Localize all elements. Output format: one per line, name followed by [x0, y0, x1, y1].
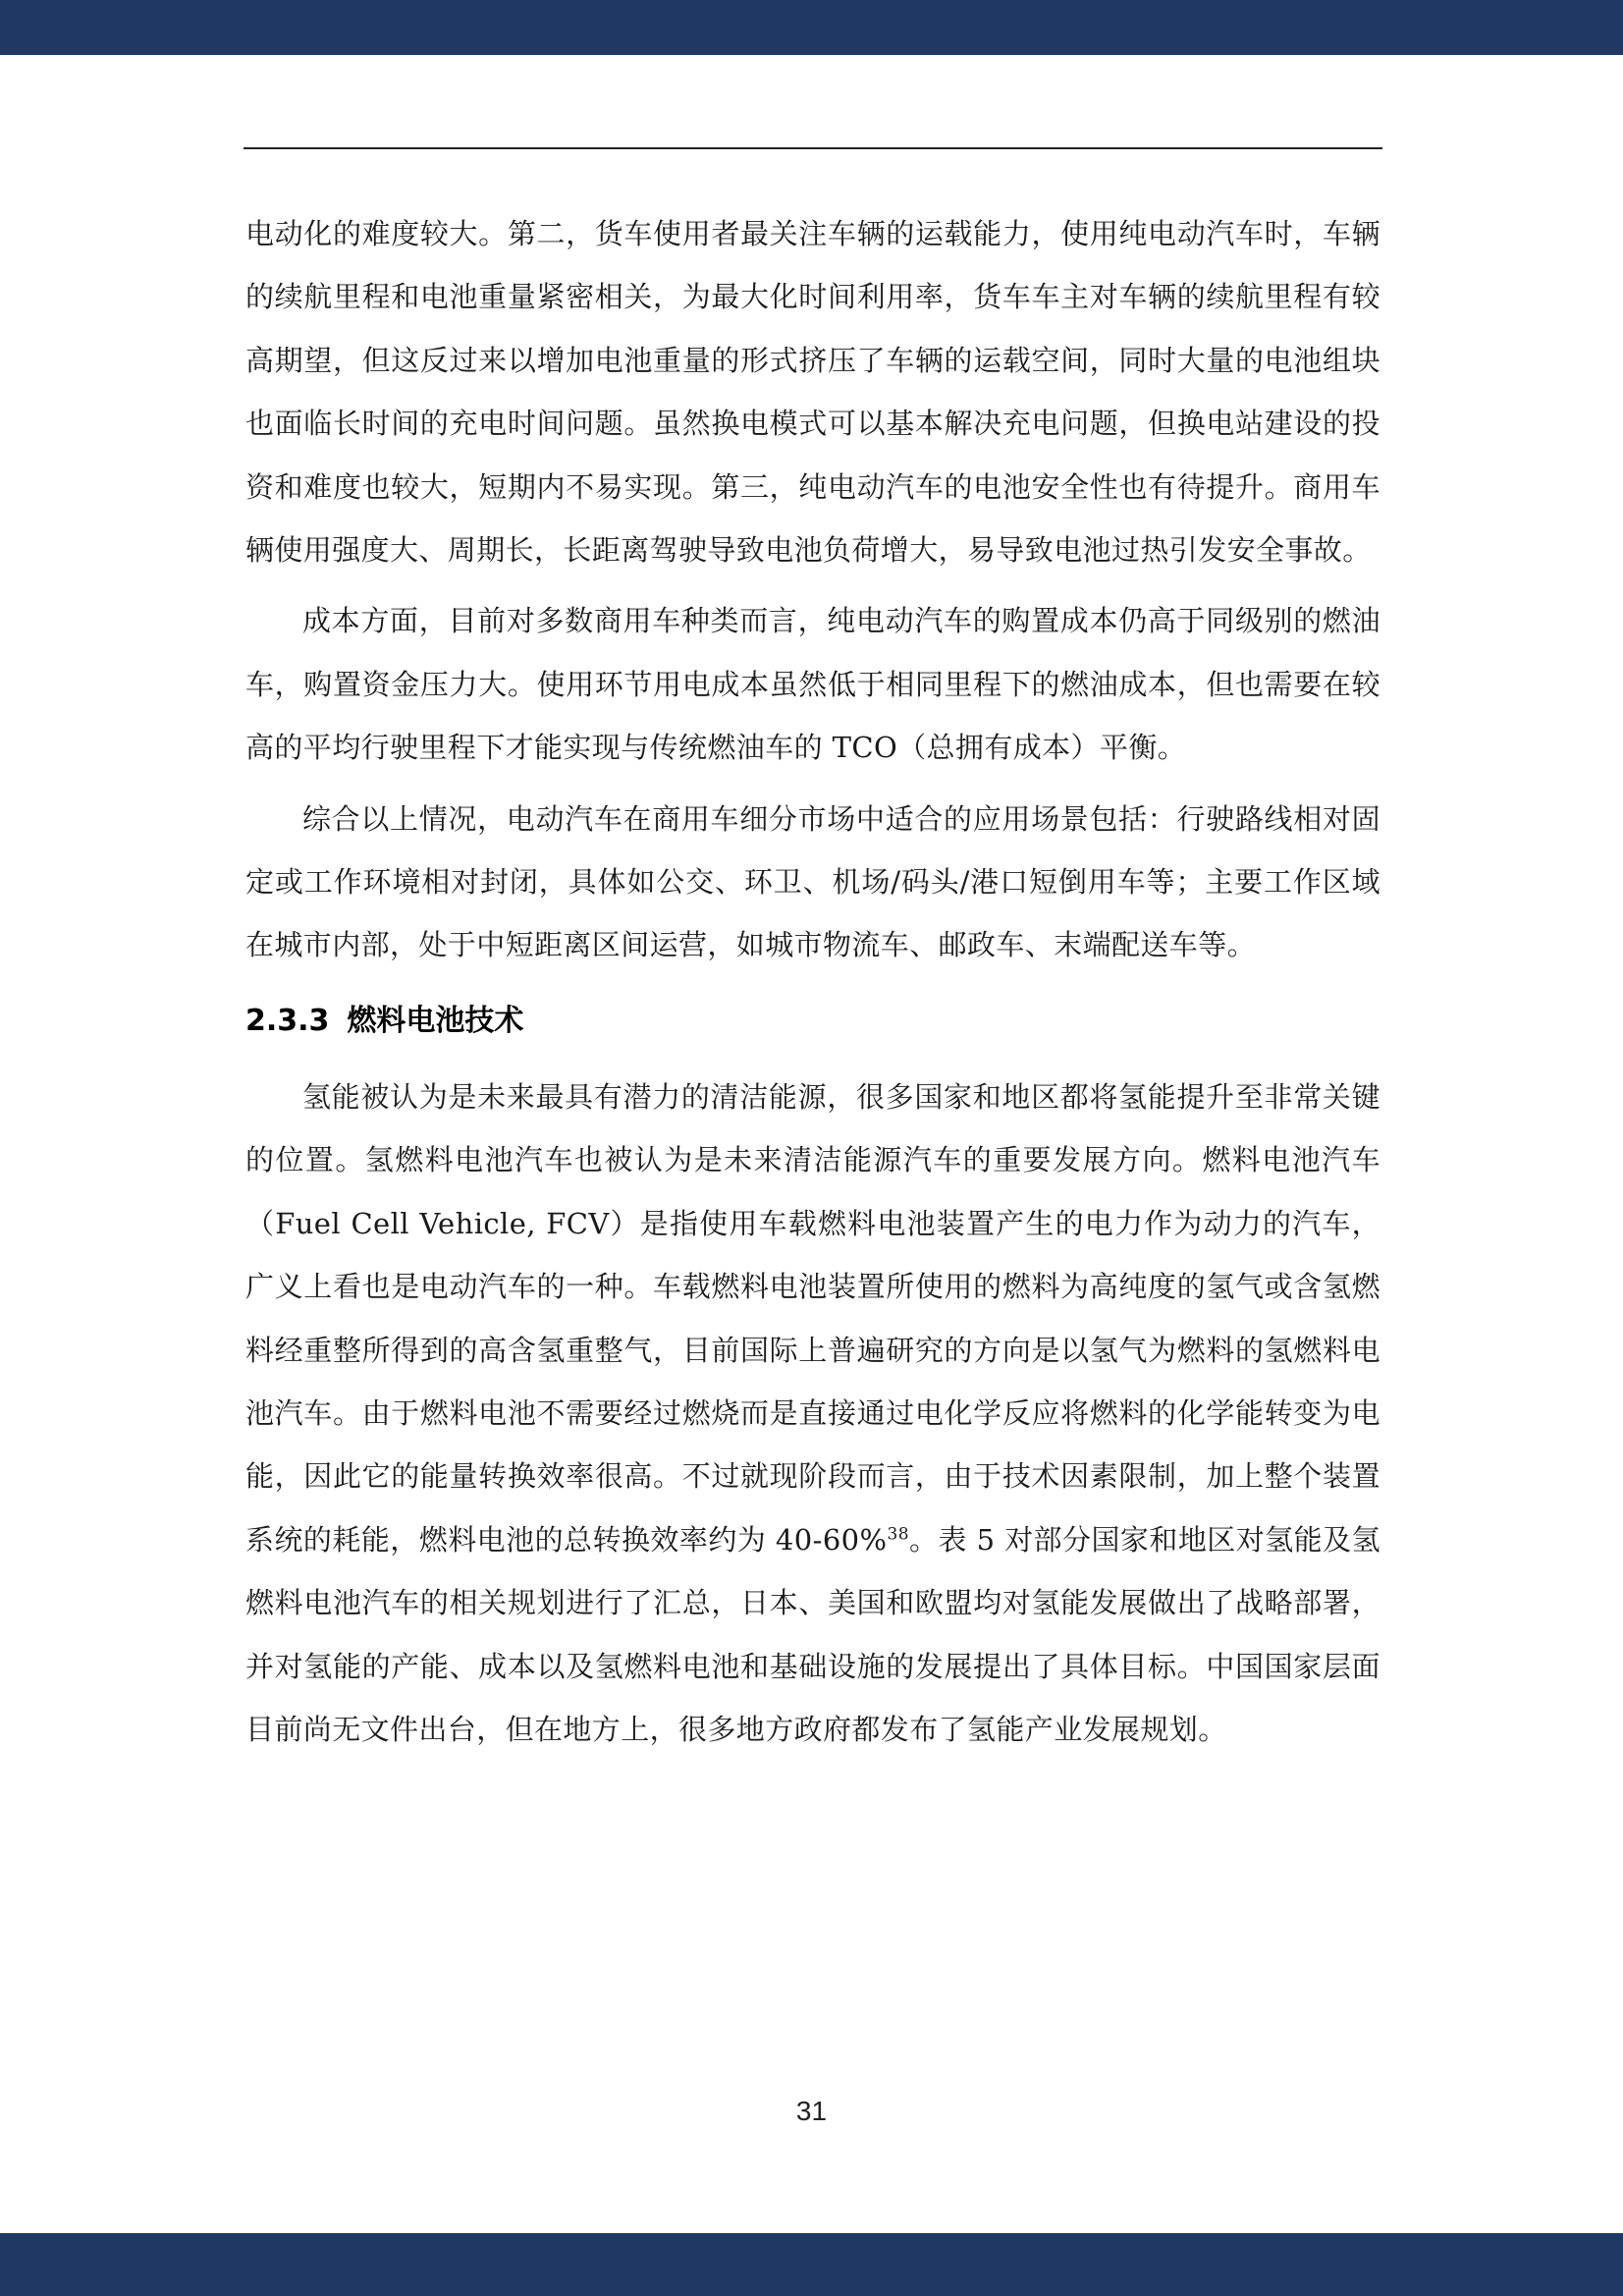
section-number: 2.3.3 [245, 1003, 330, 1038]
paragraph-use-cases: 综合以上情况，电动汽车在商用车细分市场中适合的应用场景包括：行驶路线相对固定或工作环境相对封闭，具体如公交、环卫、机场/码头/港口短倒用车等；主要工作区域在城市内部，处于中短距离区间运营，如城市物流车、邮政车、末端配送车等。 [245, 801, 1380, 962]
header-band [0, 0, 1623, 55]
section-heading [245, 991, 1380, 1052]
paragraph-fuel-cell [245, 1066, 1380, 1761]
paragraph-ev-difficulty: 电动化的难度较大。第二，货车使用者最关注车辆的运载能力，使用纯电动汽车时，车辆的续航里程和电池重量紧密相关，为最大化时间利用率，货车车主对车辆的续航里程有较高期望，但这反过来以增加电池重量的形式挤压了车辆的运载空间，同时大量的电池组块也面临长时间的充电时间问题。虽然换电模式可以基本解决充电问题，但换电站建设的投资和难度也较大，短期内不易实现。第三，纯电动汽车的电池安全性也有待提升。商用车辆使用强度大、周期长，长距离驾驶导致电池负荷增大，易导致电池过热引发安全事故。 [245, 217, 1380, 568]
paragraph-fuel-cell-text-cont: 。表 5 对部分国家和地区对氢能及氢燃料电池汽车的相关规划进行了汇总，日本、美国和欧盟均对氢能发展做出了战略部署，并对氢能的产能、成本以及氢燃料电池和基础设施的发展提出了具体目标。中国国家层面目前尚无文件出台，但在地方上，很多地方政府都发布了氢能产业发展规划。 [245, 1522, 1380, 1746]
paragraph-cost: 成本方面，目前对多数商用车种类而言，纯电动汽车的购置成本仍高于同级别的燃油车，购置资金压力大。使用环节用电成本虽然低于相同里程下的燃油成本，但也需要在较高的平均行驶里程下才能实现与传统燃油车的 TCO（总拥有成本）平衡。 [245, 604, 1380, 765]
footer-band [0, 2233, 1623, 2296]
header-rule [243, 147, 1382, 149]
paragraph-fuel-cell-text: 氢能被认为是未来最具有潜力的清洁能源，很多国家和地区都将氢能提升至非常关键的位置。氢燃料电池汽车也被认为是未来清洁能源汽车的重要发展方向。燃料电池汽车（Fuel Cell Vehicle, FCV）是指使用车载燃料电池装置产生的电力作为动力的汽车，广义上看也是电动汽车的一种。车载燃料电池装置所使用的燃料为高纯度的氢气或含氢燃料经重整所得到的高含氢重整气，目前国际上普遍研究的方向是以氢气为燃料的氢燃料电池汽车。由于燃料电池不需要经过燃烧而是直接通过电化学反应将燃料的化学能转变为电能，因此它的能量转换效率很高。不过就现阶段而言，由于技术因素限制，加上整个装置系统的耗能，燃料电池的总转换效率约为 40-60% [245, 1079, 1380, 1557]
footnote-reference[interactable]: 38 [887, 1524, 909, 1545]
page-number: 31 [795, 2096, 828, 2126]
document-body [245, 202, 1380, 1761]
section-title: 燃料电池技术 [347, 1003, 524, 1038]
